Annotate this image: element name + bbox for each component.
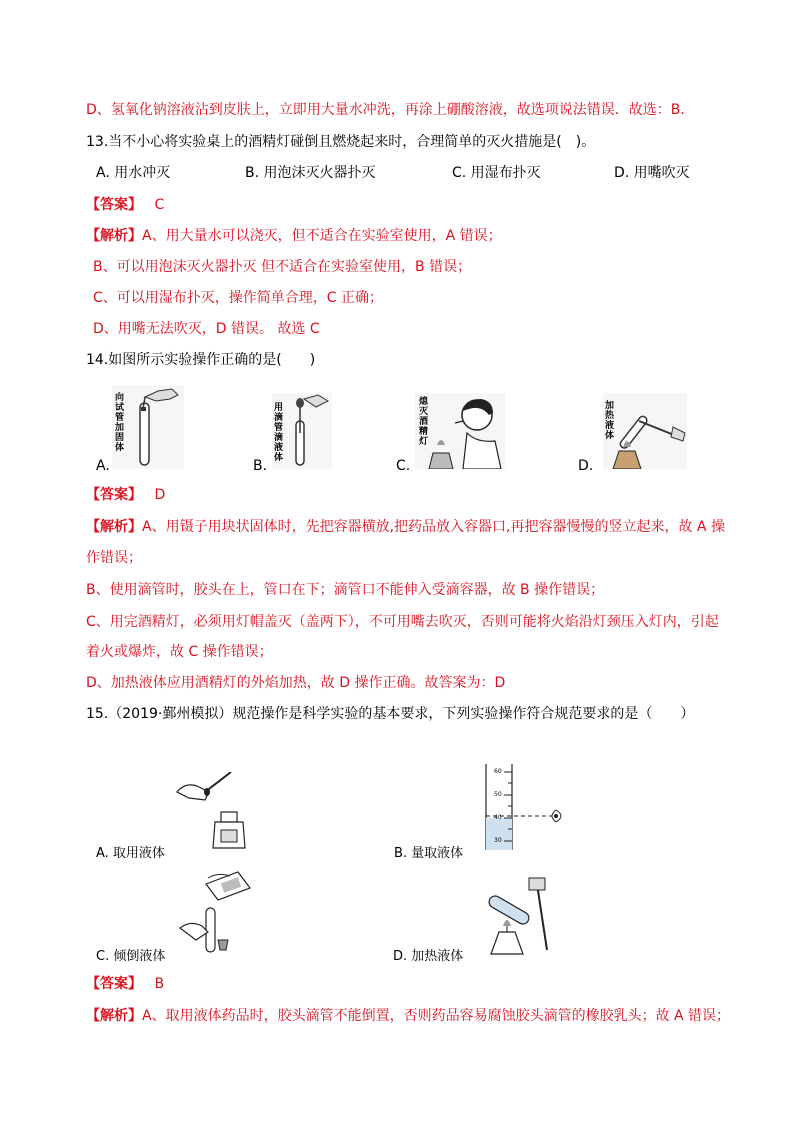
take-liquid-illustration [175, 772, 249, 850]
answer-value: D [154, 487, 166, 503]
q13-option-d: D. 用嘴吹灭 [614, 165, 690, 181]
answer-value: C [154, 197, 165, 213]
q15-figure-c [178, 870, 256, 954]
q14-figure-b [272, 393, 332, 469]
q14-explanation-2: B、使用滴管时，胶头在上，管口在下；滴管口不能伸入受滴容器，故 B 操作错误； [86, 582, 605, 598]
q14-label-a: A. [96, 458, 110, 474]
q14-explanation-1b: 作错误； [86, 550, 142, 566]
cyl-tick-30: 30 [494, 837, 502, 844]
question-15: 15.（2019·鄞州模拟）规范操作是科学实验的基本要求，下列实验操作符合规范要求的是（ ） [86, 706, 695, 722]
q15-answer [86, 975, 164, 993]
answer-tag: 【答案】 [86, 487, 142, 503]
q14-label-d: D. [578, 458, 594, 474]
q13-explanation-1-text: A、用大量水可以浇灭，但不适合在实验室使用，A 错误； [142, 228, 502, 244]
q15-option-d: D. 加热液体 [393, 949, 464, 964]
q14-label-c: C. [396, 458, 411, 474]
q13-explanation-1 [86, 227, 502, 245]
q14-figure-a [112, 385, 184, 469]
question-14: 14.如图所示实验操作正确的是( ) [86, 352, 316, 368]
q14-figure-c [415, 393, 505, 469]
answer-tag: 【答案】 [86, 976, 142, 992]
q13-option-c: C. 用湿布扑灭 [452, 165, 541, 181]
q14-figure-a-caption: 向试管加固体 [115, 393, 125, 453]
q15-option-c: C. 倾倒液体 [96, 949, 166, 964]
q15-explanation-1-text: A、取用液体药品时，胶头滴管不能倒置，否则药品容易腐蚀胶头滴管的橡胶乳头；故 A 错误； [142, 1008, 731, 1024]
q14-explanation-3b: 着火或爆炸，故 C 操作错误； [86, 644, 273, 660]
q14-figure-d-caption: 加热液体 [605, 401, 615, 441]
q14-answer [86, 486, 165, 504]
q14-explanation-4: D、加热液体应用酒精灯的外焰加热，故 D 操作正确。故答案为：D [86, 675, 506, 691]
q15-figure-b [484, 764, 574, 850]
q14-explanation-1-text: A、用镊子用块状固体时，先把容器横放,把药品放入容器口,再把容器慢慢的竖立起来，故 A 操 [142, 519, 725, 535]
q15-explanation-1 [86, 1007, 730, 1025]
q14-explanation-3: C、用完酒精灯，必须用灯帽盖灭（盖两下），不可用嘴去吹灭，否则可能将火焰沿灯颈压入灯内，引起 [86, 614, 719, 630]
q13-answer [86, 196, 164, 214]
q14-explanation-1 [86, 518, 725, 536]
q13-explanation-2: B、可以用泡沫灭火器扑灭 但不适合在实验室使用，B 错误； [93, 259, 472, 275]
q13-option-b: B. 用泡沫灭火器扑灭 [245, 165, 376, 181]
answer-value: B [154, 976, 165, 992]
cyl-tick-40: 40 [494, 814, 502, 821]
q15-figure-d [473, 870, 565, 956]
q14-figure-d [603, 393, 687, 469]
q15-figure-a [175, 772, 249, 850]
q14-label-b: B. [253, 458, 268, 474]
prev-answer-line: D、氢氧化钠溶液沾到皮肤上，立即用大量水冲洗，再涂上硼酸溶液，故选项说法错误．故选：B． [86, 102, 695, 118]
analysis-tag: 【解析】 [86, 519, 142, 535]
cyl-tick-60: 60 [494, 768, 502, 775]
q14-figure-b-caption: 用滴管滴液体 [274, 403, 284, 463]
analysis-tag: 【解析】 [86, 228, 142, 244]
answer-tag: 【答案】 [86, 197, 142, 213]
q15-option-a: A. 取用液体 [96, 846, 165, 861]
q13-explanation-3: C、可以用湿布扑灭，操作简单合理，C 正确； [93, 290, 383, 306]
question-13: 13.当不小心将实验桌上的酒精灯碰倒且燃烧起来时，合理简单的灭火措施是( )。 [86, 134, 596, 150]
analysis-tag: 【解析】 [86, 1008, 142, 1024]
q13-explanation-4: D、用嘴无法吹灭，D 错误。 故选 C [93, 321, 320, 337]
q14-figure-c-caption: 熄灭酒精灯 [419, 397, 429, 447]
cyl-tick-50: 50 [494, 791, 502, 798]
pour-liquid-illustration [178, 870, 256, 954]
heat-test-tube-illustration [473, 870, 565, 956]
q13-option-a: A. 用水冲灭 [96, 165, 171, 181]
q15-option-b: B. 量取液体 [394, 846, 464, 861]
